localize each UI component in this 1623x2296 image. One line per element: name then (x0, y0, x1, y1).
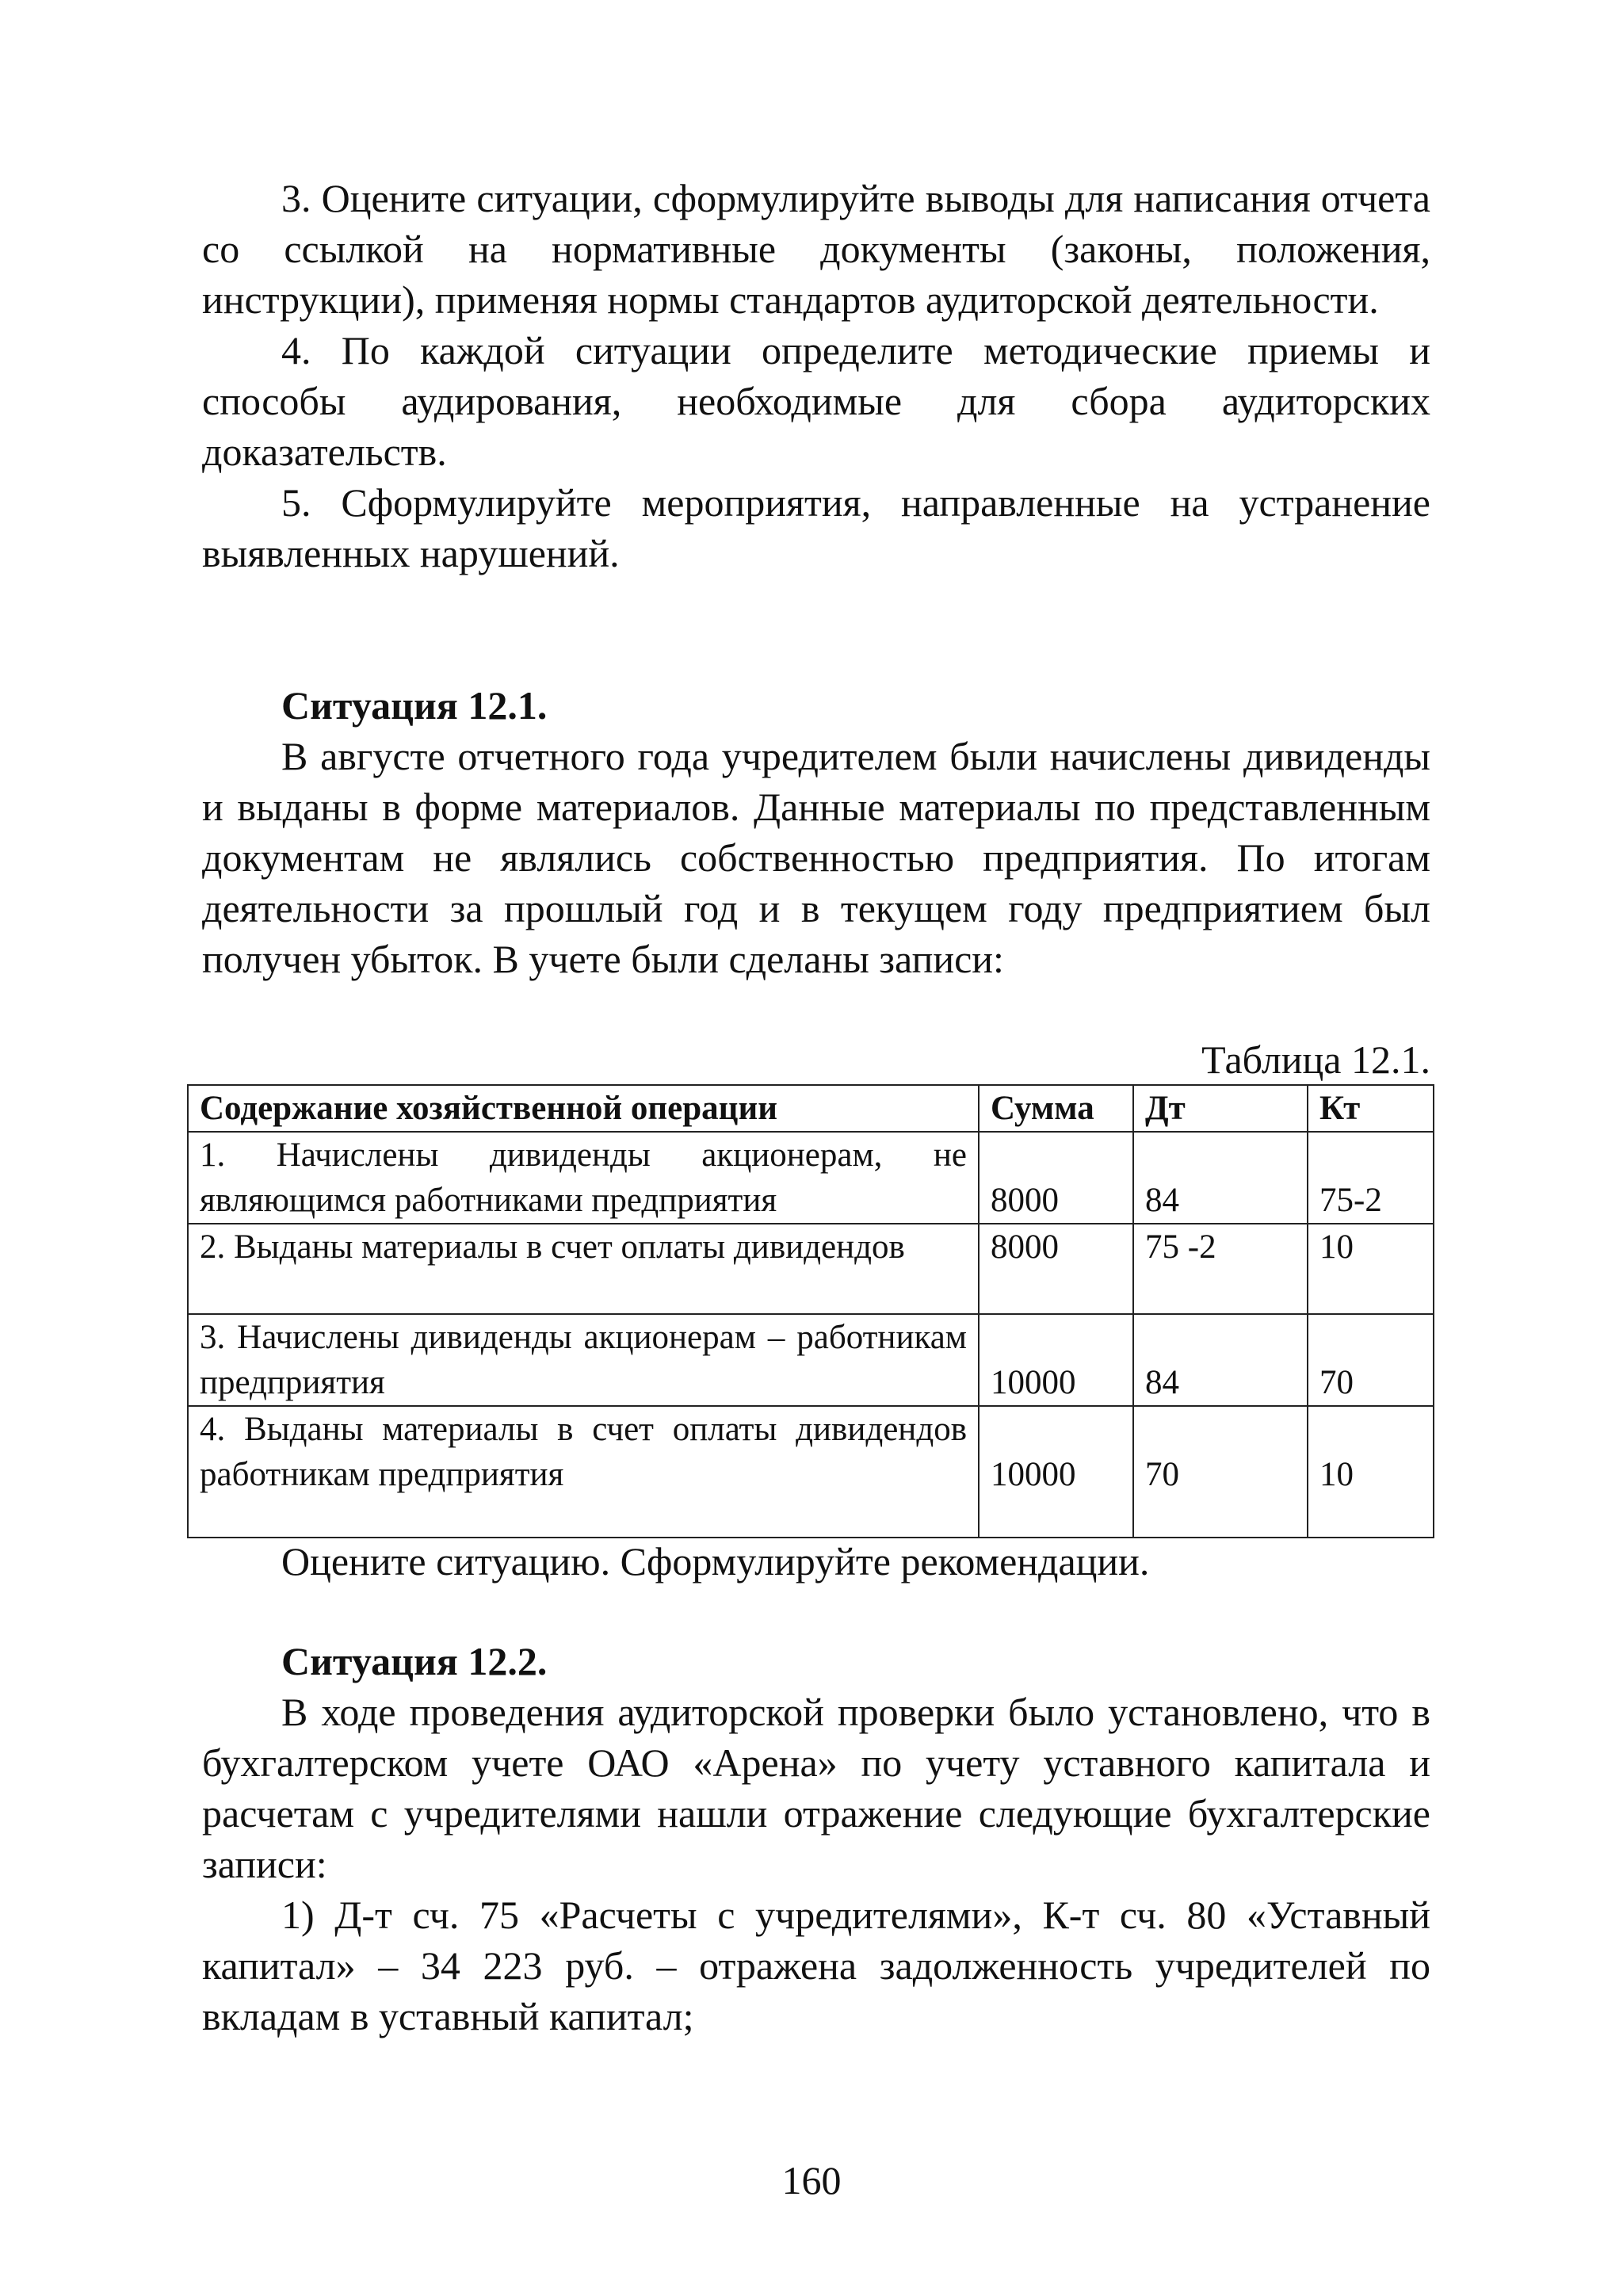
amount-cell: 8000 (979, 1224, 1133, 1314)
debit-cell: 84 (1133, 1314, 1308, 1406)
debit-cell: 75 -2 (1133, 1224, 1308, 1314)
situation-12-2 (202, 1636, 1430, 2042)
credit-cell: 10 (1308, 1406, 1434, 1538)
intro-paragraph-4: 4. По каждой ситуации определите методические приемы и способы аудирования, необходимые для сбора аудиторских доказательств. (202, 328, 1430, 474)
table-row (188, 1314, 1434, 1406)
operation-cell: 4. Выданы материалы в счет оплаты дивидендов работникам предприятия (188, 1406, 979, 1538)
header-credit: Кт (1308, 1085, 1434, 1132)
credit-cell: 75-2 (1308, 1132, 1434, 1224)
situation-12-1 (202, 680, 1430, 984)
intro-block (202, 173, 1430, 579)
table-row (188, 1224, 1434, 1314)
situation-12-1-heading: Ситуация 12.1. (281, 683, 548, 728)
situation-12-1-task: Оцените ситуацию. Сформулируйте рекомендации. (281, 1539, 1150, 1584)
situation-12-2-text: В ходе проведения аудиторской проверки было установлено, что в бухгалтерском учете ОАО «Арена» по учету уставного капитала и расчетам с учредителями нашли отражение следующие бухгалтерские записи: (202, 1690, 1430, 1886)
debit-cell: 70 (1133, 1406, 1308, 1538)
intro-paragraph-3: 3. Оцените ситуации, сформулируйте выводы для написания отчета со ссылкой на нормативные документы (законы, положения, инструкции), применяя нормы стандартов аудиторской деятельности. (202, 176, 1430, 322)
amount-cell: 10000 (979, 1406, 1133, 1538)
situation-12-1-text: В августе отчетного года учредителем были начислены дивиденды и выданы в форме материалов. Данные материалы по представленным документам не являлись собственностью предприятия. По итогам деятельности за прошлый год и в текущем году предприятием был получен убыток. В учете были сделаны записи: (202, 734, 1430, 981)
operation-cell: 2. Выданы материалы в счет оплаты дивидендов (188, 1224, 979, 1314)
amount-cell: 10000 (979, 1314, 1133, 1406)
situation-12-2-heading: Ситуация 12.2. (281, 1639, 548, 1683)
operation-cell: 3. Начислены дивиденды акционерам – работникам предприятия (188, 1314, 979, 1406)
table-row (188, 1132, 1434, 1224)
table-row (188, 1406, 1434, 1538)
table-caption: Таблица 12.1. (1201, 1037, 1430, 1082)
header-debit: Дт (1133, 1085, 1308, 1132)
credit-cell: 10 (1308, 1224, 1434, 1314)
amount-cell: 8000 (979, 1132, 1133, 1224)
operations-table (187, 1084, 1434, 1538)
debit-cell: 84 (1133, 1132, 1308, 1224)
header-amount: Сумма (979, 1085, 1133, 1132)
operation-cell: 1. Начислены дивиденды акционерам, не являющимся работниками предприятия (188, 1132, 979, 1224)
header-operation: Содержание хозяйственной операции (188, 1085, 979, 1132)
situation-12-2-item-1: 1) Д-т сч. 75 «Расчеты с учредителями», К-т сч. 80 «Уставный капитал» – 34 223 руб. – отражена задолженность учредителей по вкладам в уставный капитал; (202, 1893, 1430, 2038)
page-number: 160 (781, 2158, 842, 2202)
intro-paragraph-5: 5. Сформулируйте мероприятия, направленные на устранение выявленных нарушений. (202, 480, 1430, 575)
credit-cell: 70 (1308, 1314, 1434, 1406)
table-header-row (188, 1085, 1434, 1132)
